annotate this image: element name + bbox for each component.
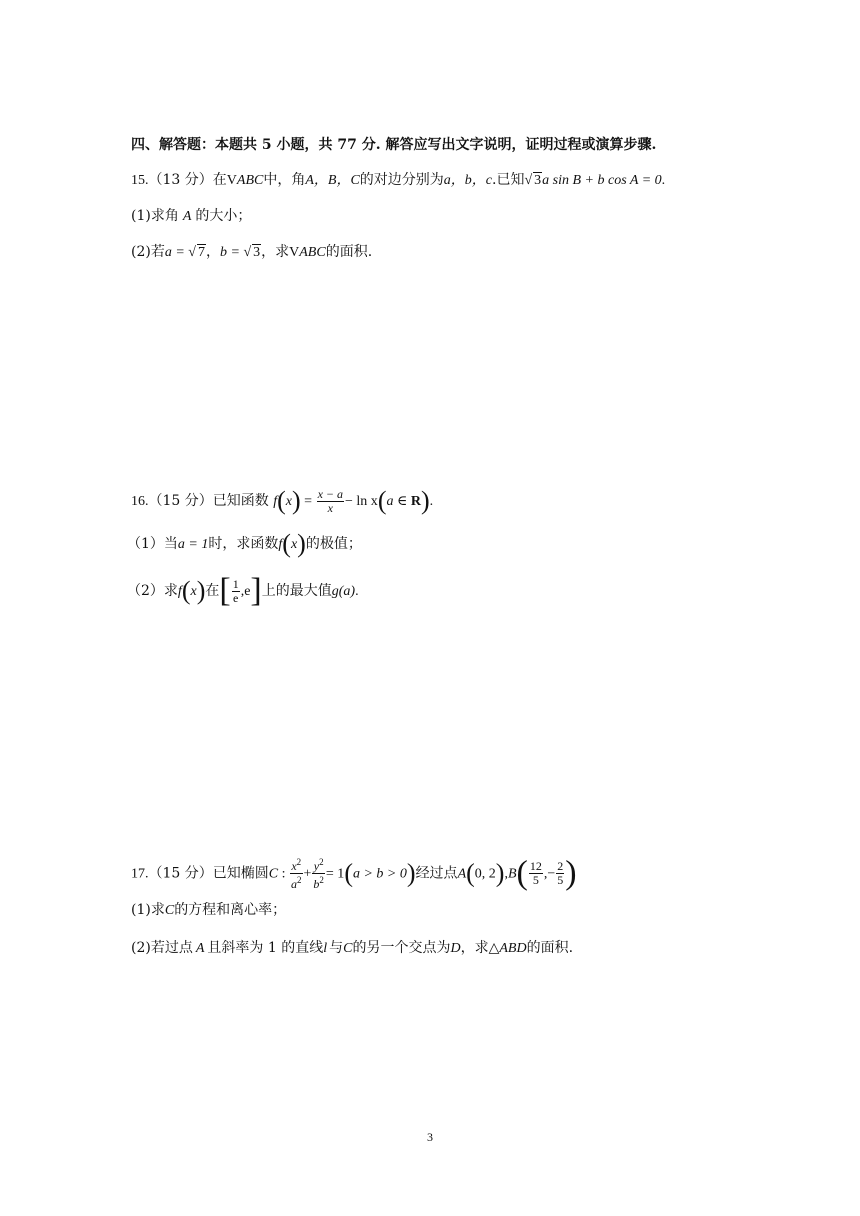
condition-equation: a sin B + b cos A = 0 <box>542 173 662 188</box>
interval-numerator: 1 <box>232 576 239 591</box>
interval-fraction <box>232 578 240 605</box>
y2-numerator: y <box>313 859 320 873</box>
side-names: a，b，c <box>443 173 493 188</box>
passes-text: 经过点 <box>415 865 458 882</box>
g-function: g(a) <box>331 584 356 599</box>
function-name: f <box>177 584 182 599</box>
q2-end: 的面积. <box>325 244 373 260</box>
problem-score: （15 分） <box>148 493 213 509</box>
stem-text: .已知 <box>492 172 525 188</box>
angle-names: A，B，C <box>305 173 360 188</box>
q2-text: (2)若 <box>131 244 165 260</box>
point-a: A <box>195 941 205 956</box>
interval-right: ,e <box>240 584 251 599</box>
q2-text-mid: 与 <box>329 940 344 956</box>
problem-score: （13 分） <box>148 172 213 188</box>
curve-name: C <box>343 941 353 956</box>
b-x-numerator: 12 <box>529 859 542 873</box>
problem-17-q1 <box>131 900 286 921</box>
point-d: D <box>450 941 461 956</box>
page-number: 3 <box>427 1130 433 1144</box>
sqrt-sign: √ <box>524 173 533 188</box>
x2-numerator: x <box>291 859 297 873</box>
q1-text-end: 的大小； <box>195 208 252 224</box>
section-heading: 四、解答题：本题共 5 小题，共 77 分. 解答应写出文字说明，证明过程或演算步骤. <box>131 137 657 153</box>
sqrt-radicand: 3 <box>534 173 542 188</box>
q2-end-pre: ，求 <box>261 244 290 260</box>
domain: a ∈ <box>386 494 411 509</box>
b-y-fraction <box>556 860 564 887</box>
stem-text: 的对边分别为 <box>359 172 444 188</box>
q1-text: (1)求 <box>131 902 165 918</box>
problem-score: （15 分） <box>148 865 213 882</box>
x2-denominator: a <box>291 877 297 891</box>
triangle-name: ABD <box>499 941 527 956</box>
problem-15-q1 <box>131 206 251 227</box>
q2-text-mid: ，求 <box>460 940 489 956</box>
stem-text: 中，角 <box>263 172 306 188</box>
b-x-fraction <box>529 860 543 887</box>
problem-17-stem: 17.（15 分）已知椭圆C : $\frac{x^2}{a^2}$ + $\frac{y^2}{b^2}$ = 1(a > b > 0)经过点A(0, 2),B( $\frac{12}{5}$ ,− $\frac{2}{5}$ ) <box>131 854 577 892</box>
triangle-symbol: V <box>289 245 300 260</box>
problem-16-q1: （1）当a = 1时，求函数f(x)的极值； <box>127 529 362 558</box>
curve-name: C <box>164 903 175 918</box>
q1-text: （1）当 <box>127 536 178 552</box>
fraction-denominator: x <box>317 501 344 515</box>
q2-b: b = <box>219 245 244 260</box>
eq-rest: = 1 <box>325 866 345 882</box>
q1-text-end: 的极值； <box>305 536 362 552</box>
line-l: l <box>323 941 328 956</box>
point-a-coords: 0, 2 <box>474 866 496 882</box>
triangle-name: ABC <box>236 173 264 188</box>
stem-text: 在 <box>212 172 227 188</box>
q2-text-mid: 且斜率为 1 的直线 <box>207 940 324 956</box>
q1-text: (1)求角 <box>131 208 179 224</box>
triangle-symbol: △ <box>488 941 500 956</box>
fraction <box>317 488 344 515</box>
problem-number: 16. <box>131 494 149 509</box>
q2-a: a = <box>164 245 189 260</box>
y2-fraction: $\frac{y^2}{b^2}$ <box>313 857 324 891</box>
triangle-name: ABC <box>299 245 326 260</box>
problem-number: 17. <box>131 866 149 882</box>
q2-text-mid: 在 <box>205 583 220 599</box>
problem-17-q2 <box>131 938 573 959</box>
q2-text: （2）求 <box>127 583 178 599</box>
point-b: B <box>507 866 517 882</box>
b-y-numerator: 2 <box>557 859 564 873</box>
problem-15-q2: (2)若a = √ 7，b = √ 3，求VABC的面积. <box>131 244 373 260</box>
problem-16-q2: （2）求f(x)在[ $\frac{1}{e}$ ,e]上的最大值g(a). <box>127 572 359 609</box>
stem-text: 已知椭圆 <box>212 865 269 882</box>
function-name: f <box>273 494 278 509</box>
real-set: R <box>410 494 421 509</box>
q2-text-end: 的面积. <box>526 940 574 956</box>
triangle-symbol: V <box>226 173 237 188</box>
q2-text-end: 上的最大值 <box>261 583 332 599</box>
q1-var: A <box>182 209 192 224</box>
y2-denominator: b <box>313 877 320 891</box>
problem-number: 15. <box>131 173 149 188</box>
q2-a-sqrt: 7 <box>197 245 205 260</box>
stem-text: 已知函数 <box>212 493 269 509</box>
interval-denominator: e <box>233 590 239 605</box>
q2-text-mid: 的另一个交点为 <box>352 940 451 956</box>
q1-text-end: 的方程和离心率； <box>174 902 287 918</box>
point-a: A <box>457 866 467 882</box>
q1-condition: a = 1 <box>177 537 209 552</box>
x2-fraction: $\frac{x^2}{a^2}$ <box>291 857 302 891</box>
problem-16-stem: 16.（15 分）已知函数 f(x) = $\frac{x - a}{x}$ − ln x(a ∈ R). <box>131 486 434 515</box>
period: . <box>355 584 359 599</box>
b-y-denominator: 5 <box>557 873 564 887</box>
curve-name: C <box>268 866 279 882</box>
function-name: f <box>278 537 283 552</box>
q2-text: (2)若过点 <box>131 940 193 956</box>
ln-term: − ln x <box>345 494 378 509</box>
q2-b-sqrt: 3 <box>253 245 261 260</box>
fraction-numerator: x − a <box>317 486 344 501</box>
q1-text-mid: 时，求函数 <box>208 536 279 552</box>
b-x-denominator: 5 <box>529 873 543 887</box>
problem-15-stem: 15.（13 分）在VABC中，角A，B，C的对边分别为a，b，c.已知√ 3a sin B + b cos A = 0. <box>131 172 666 188</box>
condition: a > b > 0 <box>352 866 407 882</box>
q2-sep: ， <box>205 244 220 260</box>
